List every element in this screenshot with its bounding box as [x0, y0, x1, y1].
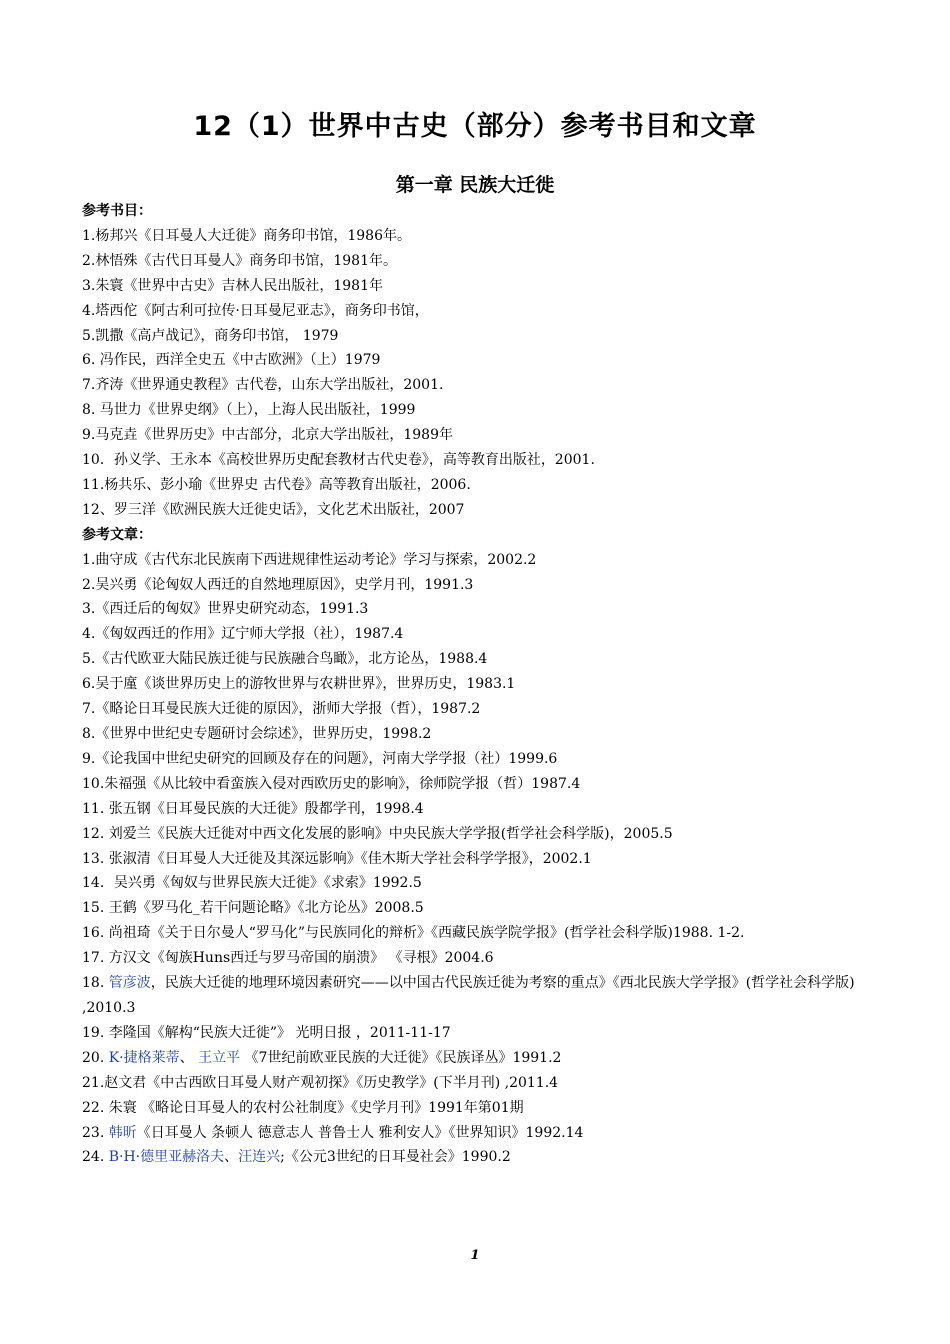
books-heading: 参考书目：	[82, 203, 152, 219]
article-item: 5.《古代欧亚大陆民族迁徙与民族融合鸟瞰》，北方论丛，1988.4	[82, 651, 488, 668]
articles-heading: 参考文章：	[82, 526, 152, 543]
article-item: 9.《论我国中世纪史研究的回顾及存在的问题》，河南大学学报（社）1999.6	[82, 750, 558, 767]
author-link[interactable]: 韩昕	[108, 1124, 137, 1141]
book-item: 6. 冯作民，西洋全史五《中古欧洲》（上）1979	[82, 352, 381, 369]
chapter-heading: 第一章 民族大迁徙	[395, 174, 555, 196]
book-item: 11.杨共乐、彭小瑜《世界史 古代卷》高等教育出版社，2006.	[82, 476, 471, 493]
book-item: 4.塔西佗《阿古利可拉传·日耳曼尼亚志》，商务印书馆，	[82, 302, 429, 319]
article-item	[82, 971, 882, 1021]
document-title: 12（1）世界中古史（部分）参考书目和文章	[193, 111, 757, 142]
article-item: 15. 王鹤《罗马化_若干问题论略》《北方论丛》2008.5	[82, 900, 424, 917]
article-item: 22. 朱寰 《略论日耳曼人的农村公社制度》《史学月刊》1991年第01期	[82, 1099, 524, 1116]
author-link[interactable]: 汪连兴	[238, 1149, 281, 1166]
article-item	[82, 1046, 882, 1071]
article-number: 24.	[82, 1149, 109, 1166]
article-item: 16. 尚祖琦《关于日尔曼人“罗马化”与民族同化的辩析》《西藏民族学院学报》(哲学社会科学版)1988. 1-2.	[82, 925, 745, 942]
book-item: 9.马克垚《世界历史》中古部分，北京大学出版社，1989年	[82, 427, 453, 444]
article-item: 3.《西迁后的匈奴》世界史研究动态，1991.3	[82, 601, 369, 618]
author-link[interactable]: B·H·德里亚赫洛夫	[108, 1149, 225, 1166]
author-link[interactable]: K·捷格莱蒂	[108, 1049, 180, 1066]
book-item: 8. 马世力《世界史纲》（上），上海人民出版社，1999	[82, 402, 416, 419]
book-item: 3.朱寰《世界中古史》吉林人民出版社，1981年	[82, 277, 383, 294]
book-item: 12、罗三洋《欧洲民族大迁徙史话》，文化艺术出版社，2007	[82, 501, 465, 518]
book-item: 5.凯撒《高卢战记》，商务印书馆， 1979	[82, 327, 339, 344]
article-item: 10.朱福强《从比较中看蛮族入侵对西欧历史的影响》，徐师院学报（哲）1987.4	[82, 775, 581, 792]
author-link[interactable]: 王立平	[198, 1049, 241, 1066]
page-number: 1	[470, 1248, 480, 1263]
article-text: ，民族大迁徙的地理环境因素研究——以中国古代民族迁徙为考察的重点》《西北民族大学学报》(哲学社会科学版) ,2010.3	[82, 975, 855, 1016]
article-number: 20.	[82, 1049, 109, 1066]
article-text: 《7世纪前欧亚民族的大迁徙》《民族译丛》1991.2	[240, 1049, 562, 1066]
article-item: 19. 李隆国《解构“民族大迁徙”》 光明日报 ，2011-11-17	[82, 1024, 451, 1041]
article-text: ;《公元3世纪的日耳曼社会》1990.2	[280, 1149, 511, 1166]
document-body	[82, 199, 882, 1170]
article-item: 6.吴于廑《谈世界历史上的游牧世界与农耕世界》，世界历史，1983.1	[82, 676, 516, 693]
article-number: 23.	[82, 1124, 109, 1141]
article-item: 12. 刘爱兰《民族大迁徙对中西文化发展的影响》中央民族大学学报(哲学社会科学版)，2005.5	[82, 825, 673, 842]
author-link[interactable]: 管彦波	[108, 975, 151, 992]
article-item: 7.《略论日耳曼民族大迁徙的原因》，浙师大学报（哲），1987.2	[82, 701, 481, 718]
article-item: 14．吴兴勇《匈奴与世界民族大迁徙》《求索》1992.5	[82, 875, 422, 892]
book-item: 1.杨邦兴《日耳曼人大迁徙》商务印书馆，1986年。	[82, 227, 411, 244]
article-item: 8.《世界中世纪史专题研讨会综述》，世界历史，1998.2	[82, 726, 432, 742]
article-item: 4.《匈奴西迁的作用》辽宁师大学报（社），1987.4	[82, 626, 404, 643]
article-item: 17. 方汉文《匈族Huns西迁与罗马帝国的崩溃》 《寻根》2004.6	[82, 950, 494, 967]
article-item	[82, 1121, 882, 1146]
article-item: 11. 张五钢《日耳曼民族的大迁徙》殷都学刊，1998.4	[82, 800, 424, 817]
article-number: 18.	[82, 975, 109, 992]
article-item: 1.曲守成《古代东北民族南下西进规律性运动考论》学习与探索，2002.2	[82, 551, 537, 568]
separator: 、	[224, 1149, 239, 1166]
article-item	[82, 1145, 882, 1170]
separator: 、	[179, 1049, 199, 1066]
book-item: 7.齐涛《世界通史教程》古代卷，山东大学出版社，2001.	[82, 377, 444, 394]
article-item: 2.吴兴勇《论匈奴人西迁的自然地理原因》，史学月刊，1991.3	[82, 576, 474, 593]
article-item: 21.赵文君《中古西欧日耳曼人财产观初探》《历史教学》(下半月刊) ,2011.4	[82, 1074, 559, 1091]
article-text: 《日耳曼人 条顿人 德意志人 普鲁士人 雅利安人》《世界知识》1992.14	[136, 1124, 584, 1141]
book-item: 10．孙义学、王永本《高校世界历史配套教材古代史卷》，高等教育出版社，2001.	[82, 452, 595, 469]
article-item: 13. 张淑清《日耳曼人大迁徙及其深远影响》《佳木斯大学社会科学学报》，2002.1	[82, 850, 592, 867]
book-item: 2.林悟殊《古代日耳曼人》商务印书馆，1981年。	[82, 252, 397, 269]
